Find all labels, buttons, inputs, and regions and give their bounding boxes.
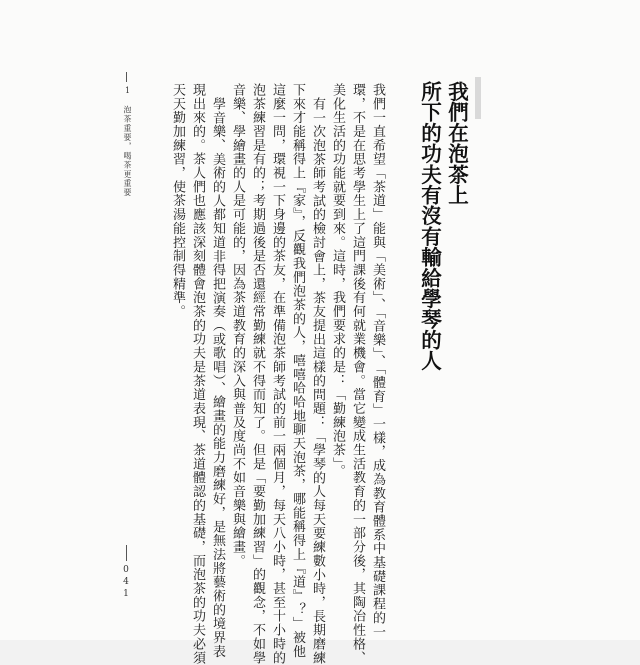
body-line-7: 泡茶練習是有的；考期過後是否還經常勤練就不得而知了。但是「要勤加練習」的觀念，不如學	[250, 83, 265, 665]
page-number-rule	[126, 545, 127, 561]
body-line-5: 下來才能稱得上『家』，反觀我們泡茶的人，嘻嘻哈哈地聊天泡茶，哪能稱得上『道』？」被他	[290, 83, 305, 659]
body-line-3: 美化生活的功能就要到來。這時，我們要求的是：「勤練泡茶」。	[330, 83, 345, 479]
running-head: 1 泡茶重要，喝茶更重要	[123, 86, 132, 198]
body-line-6: 這麼一問，環視一下身邊的茶友，在準備泡茶師考試的前一兩個月，每天八小時，甚至十小時的	[270, 83, 285, 665]
chapter-title-line-2: 所下的功夫有沒有輸給學琴的人	[417, 81, 442, 371]
body-line-4: 有一次泡茶師考試的檢討會上，茶友提出這樣的問題：「學琴的人每天要練數小時，長期磨練	[310, 97, 325, 665]
body-line-9: 學音樂、美術的人都知道非得把演奏（或歌唱）、繪畫的能力磨練好，是無法將藝術的境界表	[210, 97, 225, 659]
body-line-11: 天天勤加練習，使茶湯能控制得精準。	[170, 83, 185, 319]
body-line-10: 現出來的。茶人們也應該深刻體會泡茶的功夫是茶道表現、茶道體認的基礎，而泡茶的功夫必須	[190, 83, 205, 665]
decorative-bar	[475, 77, 481, 119]
chapter-title-line-1: 我們在泡茶上	[444, 81, 469, 206]
body-line-1: 我們一直希望「茶道」能與「美術」、「音樂」、「體育」一樣，成為教育體系中基礎課程的一	[370, 83, 385, 639]
page-number: 041	[121, 565, 131, 601]
body-line-8: 音樂、學繪畫的人是可能的，因為茶道教育的深入與普及度尚不如音樂與繪畫。	[230, 83, 245, 568]
running-head-rule	[126, 72, 127, 82]
body-line-2: 環，不是在思考學生上了這門課後有何就業機會。當它變成生活教育的一部分後，其陶冶性格、	[350, 83, 365, 665]
